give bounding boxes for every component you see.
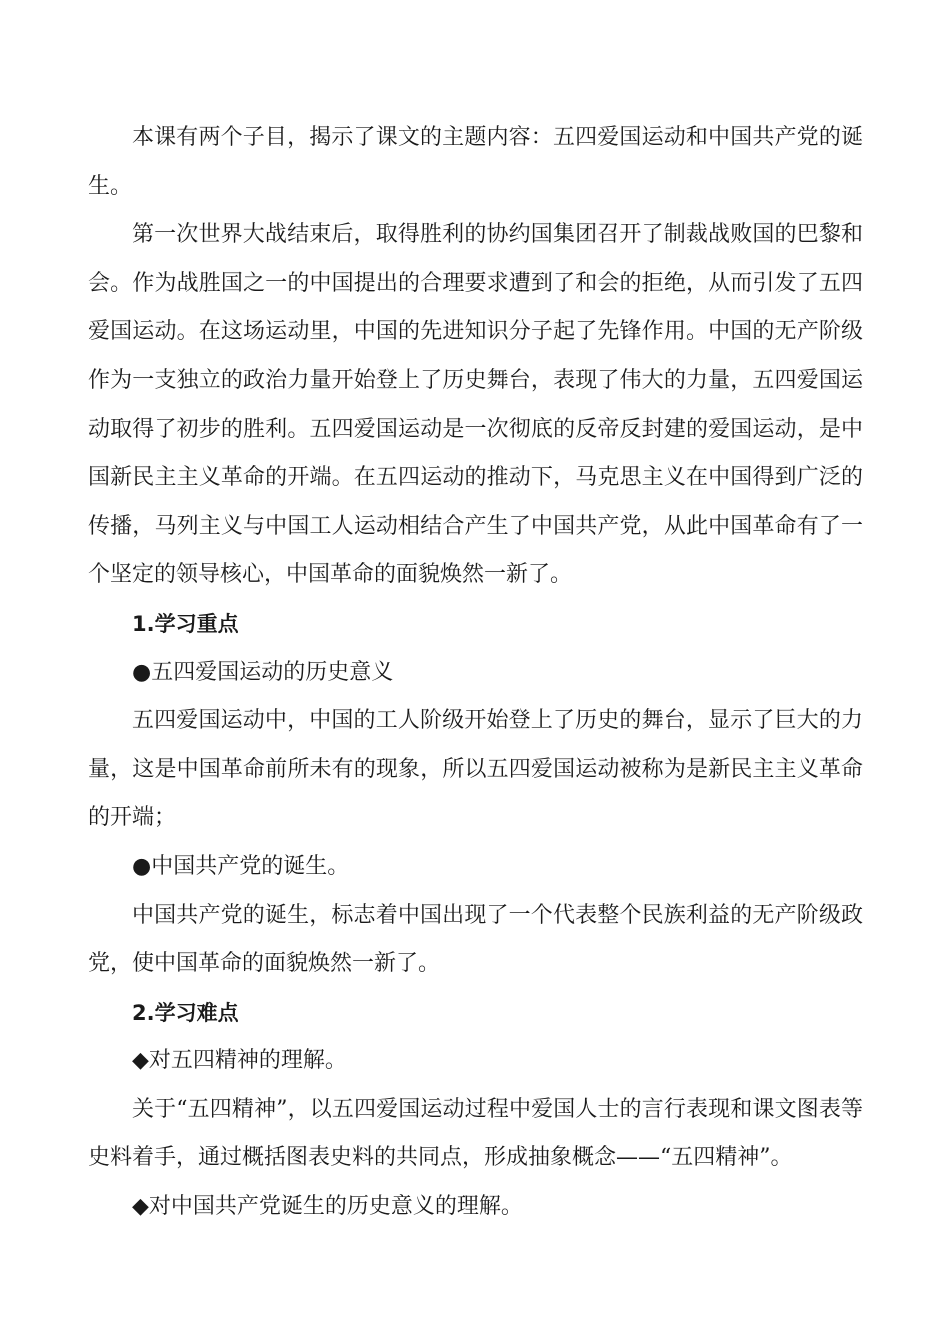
key-point-2-text: 中国共产党的诞生，标志着中国出现了一个代表整个民族利益的无产阶级政党，使中国革命的面貌焕然一新了。 (88, 902, 863, 977)
bullet-diamond-icon: ◆ (132, 1048, 149, 1074)
section-heading-difficulties: 2.学习难点 (132, 1000, 239, 1025)
key-point-1-label: 五四爱国运动的历史意义 (151, 659, 394, 685)
bullet-dot-icon: ● (132, 659, 152, 685)
difficulty-1-title (88, 1037, 863, 1086)
section-heading-key-points: 1.学习重点 (132, 611, 239, 636)
key-point-2-label: 中国共产党的诞生。 (151, 853, 350, 879)
key-point-1-title (88, 649, 863, 698)
bullet-diamond-icon: ◆ (132, 1194, 149, 1220)
key-point-1-text: 五四爱国运动中，中国的工人阶级开始登上了历史的舞台，显示了巨大的力量，这是中国革命前所未有的现象，所以五四爱国运动被称为是新民主主义革命的开端； (88, 708, 863, 831)
background-paragraph: 第一次世界大战结束后，取得胜利的协约国集团召开了制裁战败国的巴黎和会。作为战胜国之一的中国提出的合理要求遭到了和会的拒绝，从而引发了五四爱国运动。在这场运动里，中国的先进知识分子起了先锋作用。中国的无产阶级作为一支独立的政治力量开始登上了历史舞台，表现了伟大的力量，五四爱国运动取得了初步的胜利。五四爱国运动是一次彻底的反帝反封建的爱国运动，是中国新民主主义革命的开端。在五四运动的推动下，马克思主义在中国得到广泛的传播，马列主义与中国工人运动相结合产生了中国共产党，从此中国革命有了一个坚定的领导核心，中国革命的面貌焕然一新了。 (88, 222, 863, 588)
key-point-2-title (88, 843, 863, 892)
difficulty-1-label: 对五四精神的理解。 (148, 1048, 347, 1074)
difficulty-2-label: 对中国共产党诞生的历史意义的理解。 (148, 1194, 523, 1220)
difficulty-1-text: 关于“五四精神”，以五四爱国运动过程中爱国人士的言行表现和课文图表等史料着手，通过概括图表史料的共同点，形成抽象概念——“五四精神”。 (88, 1096, 863, 1171)
document-body (88, 114, 863, 1232)
difficulty-2-title (88, 1183, 863, 1232)
intro-paragraph: 本课有两个子目，揭示了课文的主题内容：五四爱国运动和中国共产党的诞生。 (88, 125, 863, 199)
bullet-dot-icon: ● (132, 853, 152, 879)
